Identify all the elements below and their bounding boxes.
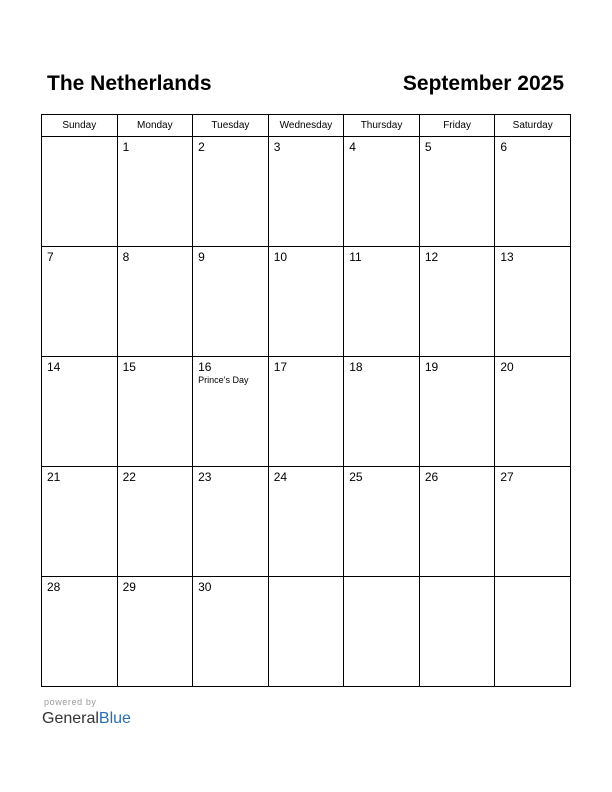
day-number: 20 [500,360,514,374]
day-number: 18 [349,360,363,374]
weekday-header: Friday [419,115,495,137]
day-number: 13 [500,250,514,264]
day-cell [42,577,118,687]
day-number [269,577,344,580]
day-cell [42,467,118,577]
day-number: 22 [122,470,136,484]
day-cell [495,247,571,357]
week-row [42,467,571,577]
day-number: 25 [349,470,363,484]
day-cell [117,577,193,687]
day-cell [495,467,571,577]
day-number: 14 [47,360,61,374]
week-row [42,137,571,247]
day-cell [419,357,495,467]
day-number: 9 [198,250,205,264]
month-year-title: September 2025 [402,72,564,95]
day-cell [344,357,420,467]
day-cell [42,357,118,467]
day-cell [344,467,420,577]
day-number: 10 [273,250,288,264]
week-row [42,247,571,357]
week-row [42,577,571,687]
day-number: 23 [198,470,212,484]
day-number: 2 [198,140,205,154]
day-cell [193,577,269,687]
day-number: 28 [47,580,61,594]
day-number: 21 [47,470,61,484]
day-number: 3 [273,140,281,154]
day-number: 30 [198,580,212,594]
day-number: 7 [47,250,54,264]
day-number: 5 [424,140,432,154]
day-cell [42,247,118,357]
day-number: 11 [349,250,362,264]
day-cell [419,577,495,687]
day-cell [419,137,495,247]
day-cell [344,137,420,247]
day-number [344,577,419,580]
weekday-header: Saturday [495,115,571,137]
powered-by-text: powered by [44,697,97,707]
day-cell [42,137,118,247]
day-number: 29 [122,580,136,594]
day-cell [193,357,269,467]
day-cell [268,467,344,577]
day-cell [495,577,571,687]
logo-general-text: General [42,710,99,727]
day-cell [268,247,344,357]
day-cell [419,467,495,577]
country-title: The Netherlands [47,72,212,95]
day-cell [117,357,193,467]
weekday-header: Thursday [344,115,420,137]
day-number: 1 [122,140,130,154]
day-cell [193,247,269,357]
logo-blue-text: Blue [98,710,131,727]
day-cell [495,357,571,467]
day-number: 8 [122,250,130,264]
calendar-grid [41,114,571,687]
holiday-label: Prince’s Day [198,375,249,385]
generalblue-logo[interactable] [42,709,131,729]
day-cell [193,137,269,247]
day-cell [344,247,420,357]
day-number: 16 [198,360,212,374]
day-number: 15 [122,360,136,374]
weekday-header: Sunday [42,115,118,137]
day-cell [268,577,344,687]
weekday-header: Tuesday [193,115,269,137]
weekday-header: Wednesday [268,115,344,137]
weekday-header-row [42,115,571,137]
day-cell [117,467,193,577]
day-cell [344,577,420,687]
day-number [420,577,495,580]
day-cell [117,247,193,357]
day-cell [117,137,193,247]
day-number: 19 [424,360,439,374]
day-number: 26 [424,470,439,484]
day-number: 4 [349,140,356,154]
weekday-header: Monday [117,115,193,137]
day-number [495,577,570,580]
day-cell [419,247,495,357]
day-number: 6 [500,140,508,154]
day-number: 24 [273,470,288,484]
day-number: 17 [273,360,288,374]
day-number: 12 [424,250,439,264]
day-cell [268,137,344,247]
day-cell [268,357,344,467]
day-number: 27 [500,470,514,484]
day-cell [193,467,269,577]
day-number [42,137,117,140]
week-row [42,357,571,467]
day-cell [495,137,571,247]
